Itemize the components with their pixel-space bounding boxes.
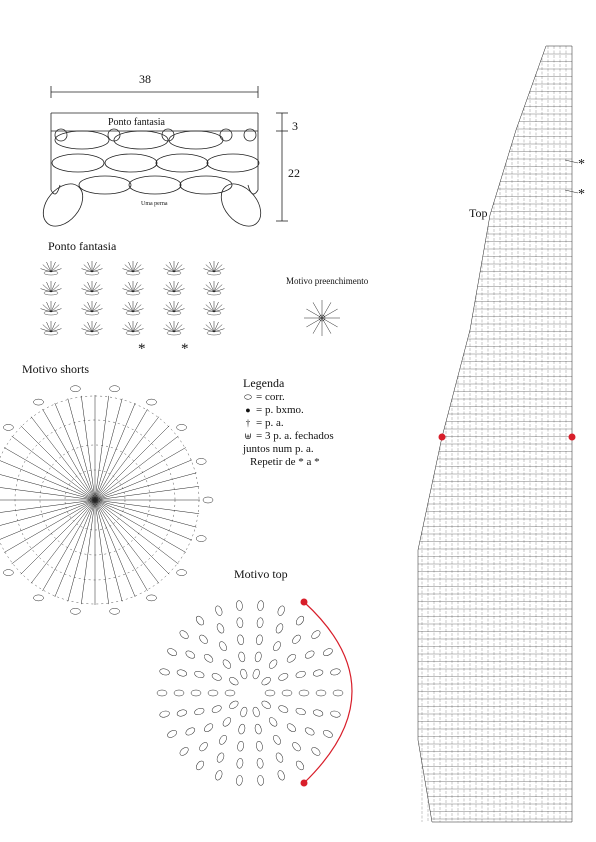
legend — [243, 377, 334, 469]
top-motif-leaf — [299, 690, 309, 696]
top-motif-leaf — [239, 706, 248, 717]
shorts-petal — [177, 570, 187, 576]
top-columns — [422, 46, 566, 822]
top-motif-leaf — [228, 699, 240, 710]
shell-stitch — [164, 261, 185, 272]
chain-arc — [167, 291, 181, 295]
top-motif-leaf — [275, 752, 285, 764]
legend-text: = corr. — [256, 391, 285, 403]
legend-item-3pa — [243, 430, 334, 443]
slip-stitch-icon: ● — [245, 405, 251, 415]
top-motif-leaf — [225, 690, 235, 696]
top-motif-marker-start — [301, 599, 308, 606]
top-motif-leaf — [286, 653, 298, 664]
shorts-ring — [15, 420, 175, 580]
top-motif-leaf — [203, 722, 215, 733]
top-motif-leaf — [260, 676, 272, 687]
shorts-spokes — [0, 395, 200, 605]
top-motif-leaf — [194, 707, 205, 716]
band-title: Ponto fantasia — [108, 117, 165, 128]
top-motif-leaf — [256, 758, 263, 769]
top-motif-leaf — [228, 676, 240, 687]
top-motif-leaf — [257, 775, 264, 786]
chain-arc — [44, 311, 58, 315]
top-motif-leaf — [191, 690, 201, 696]
shorts-ring — [0, 396, 199, 604]
shorts-petal — [34, 595, 44, 601]
top-chart-star-2: * — [578, 187, 585, 202]
top-motif-leaf — [330, 710, 341, 718]
chain-arc — [85, 291, 99, 295]
shorts-petal — [110, 386, 120, 392]
top-motif-leaf — [272, 640, 282, 652]
top-motif-leaf — [236, 758, 243, 769]
motivo-shorts-title: Motivo shorts — [22, 362, 90, 376]
top-motif-leaf — [236, 775, 243, 786]
top-motif-leaf — [295, 615, 306, 627]
top-motif-leaf — [198, 741, 209, 752]
top-motif-leaf — [282, 690, 292, 696]
top-motif-leaf — [178, 746, 189, 757]
legend-repeat: Repetir de * a * — [250, 456, 320, 468]
shell-stitch — [123, 281, 144, 292]
top-chart-star-1: * — [578, 157, 585, 172]
legend-title: Legenda — [243, 376, 285, 390]
height-top-label: 3 — [292, 119, 298, 133]
ponto-fantasia-title: Ponto fantasia — [48, 239, 117, 253]
top-motif-leaf — [195, 760, 206, 772]
top-motif-leaf — [211, 704, 223, 714]
top-motif-leaf — [184, 726, 196, 736]
top-motif-leaf — [312, 669, 323, 678]
legend-text: = 3 p. a. fechados — [256, 430, 334, 442]
shell-stitch — [204, 281, 225, 292]
top-motif-leaf — [237, 741, 245, 752]
top-outline — [418, 46, 572, 822]
top-motif-leaf — [218, 734, 228, 746]
top-motif-leaf — [295, 707, 306, 716]
legend-text: = p. bxmo. — [256, 404, 304, 416]
top-motif-leaf — [316, 690, 326, 696]
top-star-leader-2 — [565, 190, 578, 193]
shell-stitch — [123, 261, 144, 272]
top-motif-leaf — [176, 669, 187, 678]
width-label: 38 — [139, 72, 151, 86]
shorts-ring — [65, 470, 125, 530]
chain-arc — [126, 271, 140, 275]
shorts-petal — [196, 458, 206, 464]
top-marker-left — [439, 434, 446, 441]
ponto-fantasia-star-1: * — [138, 341, 146, 357]
top-motif-leaf — [238, 651, 246, 662]
shell-stitch — [41, 301, 62, 312]
top-motif-leaf — [252, 668, 261, 679]
top-star-leader-1 — [565, 160, 578, 163]
cluster-stitch-icon: ⊎ — [244, 431, 252, 441]
shorts-petal — [3, 424, 13, 430]
motivo-top-title: Motivo top — [234, 567, 288, 581]
top-motif-marker-end — [301, 780, 308, 787]
chain-stitch-icon: ⬭ — [244, 392, 252, 402]
top-motif-leaf — [159, 710, 170, 718]
top-motif-leaf — [272, 734, 282, 746]
top-motif-leaf — [322, 729, 334, 739]
top-rows — [418, 54, 572, 819]
top-motif-leaf — [208, 690, 218, 696]
top-motif-leaf — [277, 770, 286, 781]
fill-motif-ring — [319, 315, 325, 321]
chain-arc — [207, 331, 221, 335]
shell-stitch — [164, 301, 185, 312]
shorts-petal — [110, 608, 120, 614]
top-motif-leaf — [157, 690, 167, 696]
top-motif-leaf — [254, 651, 262, 662]
top-motif-leaf — [260, 699, 272, 710]
shorts-petal — [70, 386, 80, 392]
ponto-fantasia-star-2: * — [181, 341, 189, 357]
chain-arc — [44, 331, 58, 335]
shell-stitch — [204, 301, 225, 312]
chain-arc — [85, 271, 99, 275]
shell-stitch — [123, 321, 144, 332]
chain-arc — [126, 311, 140, 315]
shell-stitch — [41, 321, 62, 332]
chain-arc — [44, 271, 58, 275]
top-motif-leaf — [295, 760, 306, 772]
top-motif-leaf — [291, 634, 302, 645]
top-motif-leaf — [252, 706, 261, 717]
top-motif-leaf — [211, 672, 223, 682]
top-motif-leaf — [277, 672, 289, 682]
top-motif-leaf — [304, 649, 316, 659]
height-main-label: 22 — [288, 166, 300, 180]
leg-label: Uma perna — [141, 201, 168, 207]
shorts-ring — [40, 445, 150, 555]
shell-stitch — [82, 301, 103, 312]
top-motif-leaf — [214, 605, 223, 616]
top-motif-leaf — [166, 647, 178, 657]
legend-item-corr — [243, 391, 334, 404]
shell-stitch — [204, 321, 225, 332]
top-motif-leaf — [254, 724, 262, 735]
top-motif-leaf — [310, 629, 321, 640]
top-motif-leaf — [198, 634, 209, 645]
top-marker-right — [569, 434, 576, 441]
top-motif-leaf — [184, 649, 196, 659]
shorts-petal — [177, 424, 187, 430]
legend-item-pbxmo — [243, 404, 334, 417]
chain-arc — [167, 311, 181, 315]
top-motif-leaf — [216, 623, 226, 635]
top-motif-leaf — [236, 617, 243, 628]
chain-arc — [167, 331, 181, 335]
shell-stitch — [82, 321, 103, 332]
chain-arc — [207, 271, 221, 275]
shorts-petal — [196, 536, 206, 542]
top-motif-leaf — [236, 600, 243, 611]
top-motif-leaf — [330, 668, 341, 676]
chain-arc — [167, 271, 181, 275]
chain-arc — [85, 331, 99, 335]
top-motif-leaf — [268, 716, 279, 728]
top-motif-leaf — [176, 709, 187, 718]
top-motif-leaf — [277, 704, 289, 714]
top-motif-leaf — [256, 634, 264, 645]
chain-arc — [126, 291, 140, 295]
shell-stitch — [164, 321, 185, 332]
top-motif-leaf — [238, 724, 246, 735]
shorts-petal — [34, 399, 44, 405]
top-motif-leaf — [322, 647, 334, 657]
top-motif-leaf — [286, 722, 298, 733]
shell-stitch — [164, 281, 185, 292]
top-motif-leaf — [239, 668, 248, 679]
shell-stitch — [41, 281, 62, 292]
top-motif-leaf — [221, 658, 232, 670]
top-motif-leaf — [256, 741, 264, 752]
shorts-petal — [3, 570, 13, 576]
shell-stitch — [82, 281, 103, 292]
top-motif-leaf — [159, 668, 170, 676]
shorts-petal — [203, 497, 213, 503]
top-motif-leaf — [256, 617, 263, 628]
top-motif-leaf — [275, 623, 285, 635]
top-motif-leaf — [310, 746, 321, 757]
shell-stitch — [82, 261, 103, 272]
top-chart-title: Top — [469, 206, 488, 220]
top-motif-leaf — [291, 741, 302, 752]
top-motif-leaf — [295, 670, 306, 679]
top-motif-leaf — [203, 653, 215, 664]
top-motif-leaf — [166, 729, 178, 739]
chain-arc — [44, 291, 58, 295]
top-motif-leaf — [257, 600, 264, 611]
legend-item-pa — [243, 417, 334, 430]
top-motif-leaf — [221, 716, 232, 728]
shell-stitch — [123, 301, 144, 312]
shorts-petal — [70, 608, 80, 614]
double-crochet-icon: † — [245, 418, 251, 428]
top-motif-leaf — [304, 726, 316, 736]
top-motif-leaf — [174, 690, 184, 696]
top-motif-leaf — [333, 690, 343, 696]
top-motif-leaf — [195, 615, 206, 627]
legend-text: = p. a. — [256, 417, 284, 429]
fill-motif-spokes — [304, 300, 340, 336]
legend-continuation: juntos num p. a. — [243, 443, 314, 455]
chain-arc — [85, 311, 99, 315]
chain-arc — [207, 311, 221, 315]
shorts-petal — [147, 595, 157, 601]
top-motif-leaf — [312, 709, 323, 718]
top-motif-leaf — [178, 629, 189, 640]
top-motif-leaf — [277, 605, 286, 616]
top-motif-leaf — [237, 634, 245, 645]
shorts-petal — [147, 399, 157, 405]
top-motif-leaf — [218, 640, 228, 652]
top-motif-leaf — [194, 670, 205, 679]
motivo-preenchimento-title: Motivo preenchimento — [286, 276, 369, 286]
top-motif-leaf — [216, 752, 226, 764]
top-motif-leaf — [268, 658, 279, 670]
chain-arc — [126, 331, 140, 335]
shell-stitch — [204, 261, 225, 272]
top-motif-leaf — [214, 770, 223, 781]
shell-stitch — [41, 261, 62, 272]
chain-arc — [207, 291, 221, 295]
top-motif-arc — [304, 602, 352, 783]
top-motif-leaf — [265, 690, 275, 696]
